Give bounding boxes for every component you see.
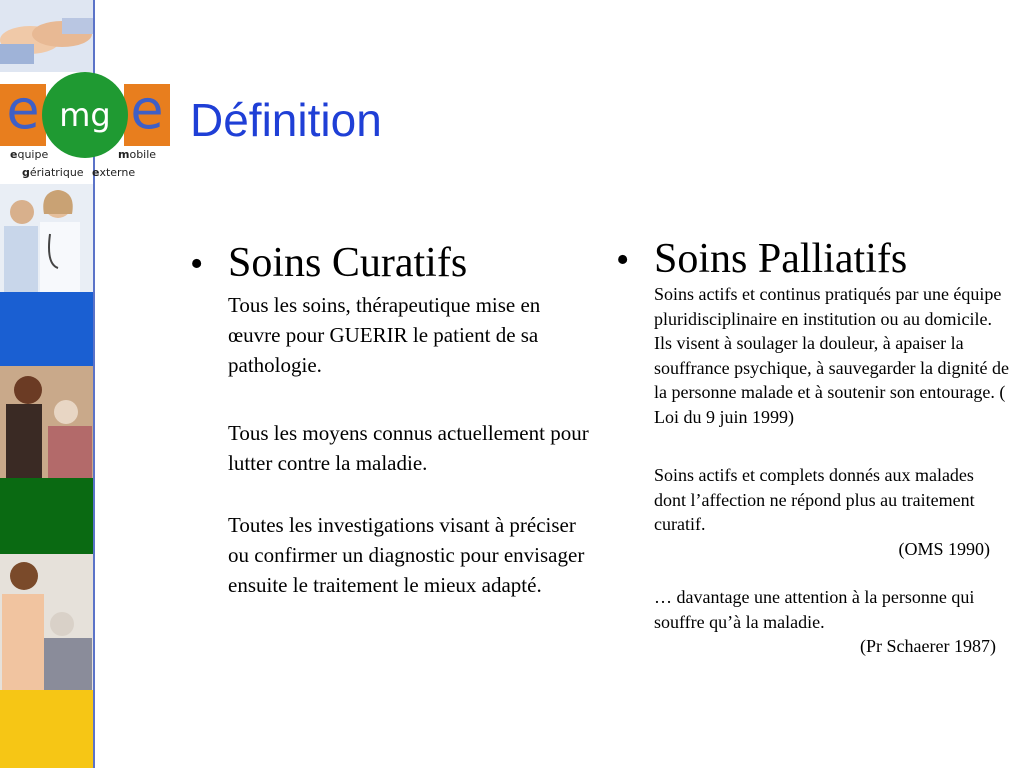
citation-oms: (OMS 1990) [898, 538, 990, 559]
emge-logo [0, 72, 172, 184]
page-title: Définition [190, 94, 382, 146]
body-paragraph: Toutes les investigations visant à préciser ou confirmer un diagnostic pour envisager ensuite le traitement le mieux adapté. [228, 513, 585, 597]
right-column [616, 236, 1010, 659]
body-paragraph: Soins actifs et complets donnés aux malades dont l’affection ne répond plus au traitement curatif. [654, 465, 975, 534]
elderly-care-image [0, 554, 93, 690]
caregiver-image [0, 366, 93, 478]
logo-word-geriatrique: gériatrique [22, 166, 84, 179]
logo-letter-e-left: e [0, 84, 46, 146]
section-body [654, 282, 1010, 659]
section-heading: Soins Curatifs [228, 240, 468, 286]
bullet-icon: • [616, 239, 630, 281]
logo-word-externe: externe [92, 166, 136, 179]
logo-word-equipe: equipe [10, 148, 49, 161]
section-heading: Soins Palliatifs [654, 236, 908, 282]
handshake-image [0, 0, 93, 72]
doctors-image [0, 184, 93, 292]
logo-circle-mg: mg [42, 72, 128, 158]
body-paragraph: … davantage une attention à la personne qui souffre qu’à la maladie. [654, 587, 975, 632]
left-column [190, 240, 590, 600]
bullet-icon: • [190, 243, 204, 285]
sidebar-blue-block [0, 292, 93, 366]
body-paragraph: Soins actifs et continus pratiqués par une équipe pluridisciplinaire en institution ou au domicile. Ils visent à soulager la douleur, à apaiser la souffrance psychique, à sauvegarder la dignité de la personne malade et à soutenir son entourage. ( Loi du 9 juin 1999) [654, 284, 1010, 427]
sidebar-green-block [0, 478, 93, 554]
body-paragraph: Tous les moyens connus actuellement pour lutter contre la maladie. [228, 421, 589, 475]
logo-letter-e-right: e [124, 84, 170, 146]
section-body [228, 290, 590, 600]
bullet-soins-curatifs [190, 240, 590, 286]
body-paragraph: Tous les soins, thérapeutique mise en œuvre pour GUERIR le patient de sa pathologie. [228, 293, 541, 377]
sidebar-yellow-block [0, 690, 93, 768]
logo-word-mobile: mobile [118, 148, 157, 161]
bullet-soins-palliatifs [616, 236, 1010, 282]
citation-schaerer: (Pr Schaerer 1987) [860, 636, 996, 656]
